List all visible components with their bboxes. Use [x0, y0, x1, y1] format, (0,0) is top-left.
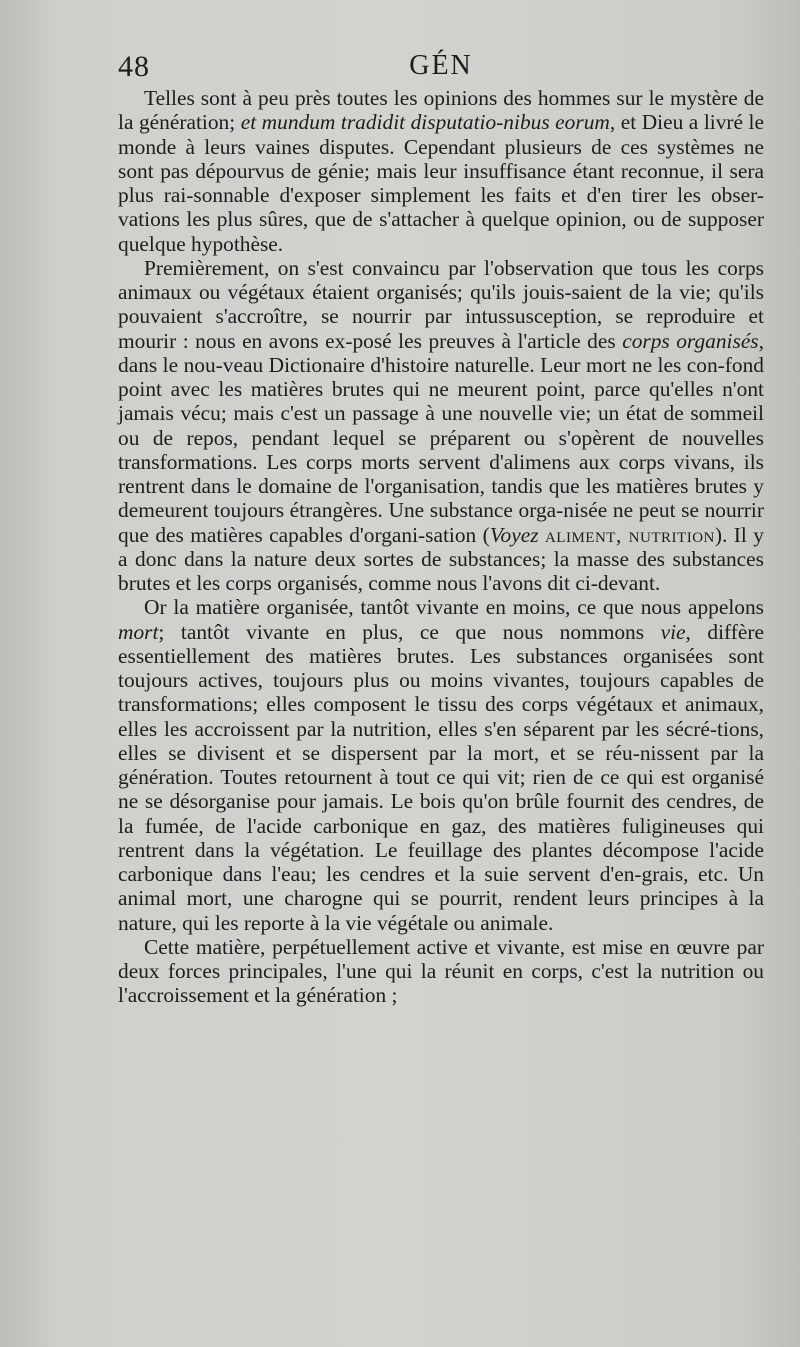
text-run: ). Il y a donc dans la nature deux sortes de substances; la masse des substances brutes et les corps organisés, comme nous l'avons dit ci-devant.	[118, 522, 764, 595]
text-run: , diffère essentiellement des matières brutes. Les substances organisées sont toujours actives, toujours plus ou moins vivantes, toujours capables de transformations; elles composent le tissu des corps végétaux et animaux, elles les accroissent par la nutrition, elles s'en séparent par les sécré-tions, elles se divisent et se dispersent par la mort, et se réu-nissent par la génération. Toutes retournent à tout ce qui vit; rien de ce qui est organisé ne se désorganise pour jamais. Le bois qu'on brûle fournit des cendres, de la fumée, de l'acide carbonique en gaz, des matières fuligineuses qui rentrent dans la végétation. Le feuillage des plantes décompose l'acide carbonique dans l'eau; les cendres et la suie servent d'en-grais, etc. Un animal mort, une charogne qui se pourrit, rendent leurs principes à la nature, qui les reporte à la vie végétale ou animale.	[118, 619, 764, 935]
page-number: 48	[118, 50, 150, 83]
italic-text: vie	[660, 619, 686, 644]
italic-text: Voyez	[489, 522, 539, 547]
italic-text: mort	[118, 619, 159, 644]
text-run: Cette matière, perpétuellement active et vivante, est mise en œuvre par deux forces principales, l'une qui la réunit en corps, c'est la nutrition ou l'accroissement et la génération ;	[118, 934, 764, 1008]
italic-text: corps organisés	[622, 328, 759, 353]
italic-text: et mundum tradidit disputatio-nibus eorum	[240, 110, 610, 135]
running-head: GÉN	[409, 50, 473, 81]
paragraph	[118, 256, 764, 596]
text-run: ; tantôt vivante en plus, ce que nous nommons	[158, 619, 661, 644]
paragraph	[118, 935, 764, 1008]
body-text	[118, 86, 764, 1008]
paragraph	[118, 86, 764, 256]
page-header	[118, 50, 764, 90]
text-run: Premièrement, on s'est convaincu par l'observation que tous les corps animaux ou végétaux étaient organisés; qu'ils jouis-saient de la vie; qu'ils pouvaient s'accroître, se nourrir par intussusception, se reproduire et mourir : nous en avons ex-posé les preuves à l'article des	[118, 255, 764, 353]
small-caps-text: aliment, nutrition	[544, 522, 715, 547]
text-run: , et Dieu a livré le monde à leurs vaines disputes. Cependant plusieurs de ces systèmes ne sont pas dépourvus de génie; mais leur insuffisance étant reconnue, il sera plus rai-sonnable d'exposer simplement les faits et d'en tirer les obser-vations les plus sûres, que de s'attacher à quelque opinion, ou de supposer quelque hypothèse.	[118, 110, 764, 256]
text-run: Telles sont à peu près toutes les opinions des hommes sur le mystère de la génération;	[118, 86, 764, 135]
text-run: Or la matière organisée, tantôt vivante en moins, ce que nous appelons	[144, 595, 764, 620]
text-run: , dans le nou-veau Dictionaire d'histoire naturelle. Leur mort ne les con-fond point avec les matières brutes qui ne meurent point, parce qu'elles n'ont jamais vécu; mais c'est un passage à une nouvelle vie; un état de sommeil ou de repos, pendant lequel se préparent ou s'opèrent de nouvelles transformations. Les corps morts servent d'alimens aux corps vivans, ils rentrent dans le domaine de l'organisation, tandis que les matières brutes y demeurent toujours étrangères. Une substance orga-nisée ne peut se nourrir que des matières capables d'organi-sation (	[118, 328, 764, 547]
paragraph	[118, 595, 764, 935]
